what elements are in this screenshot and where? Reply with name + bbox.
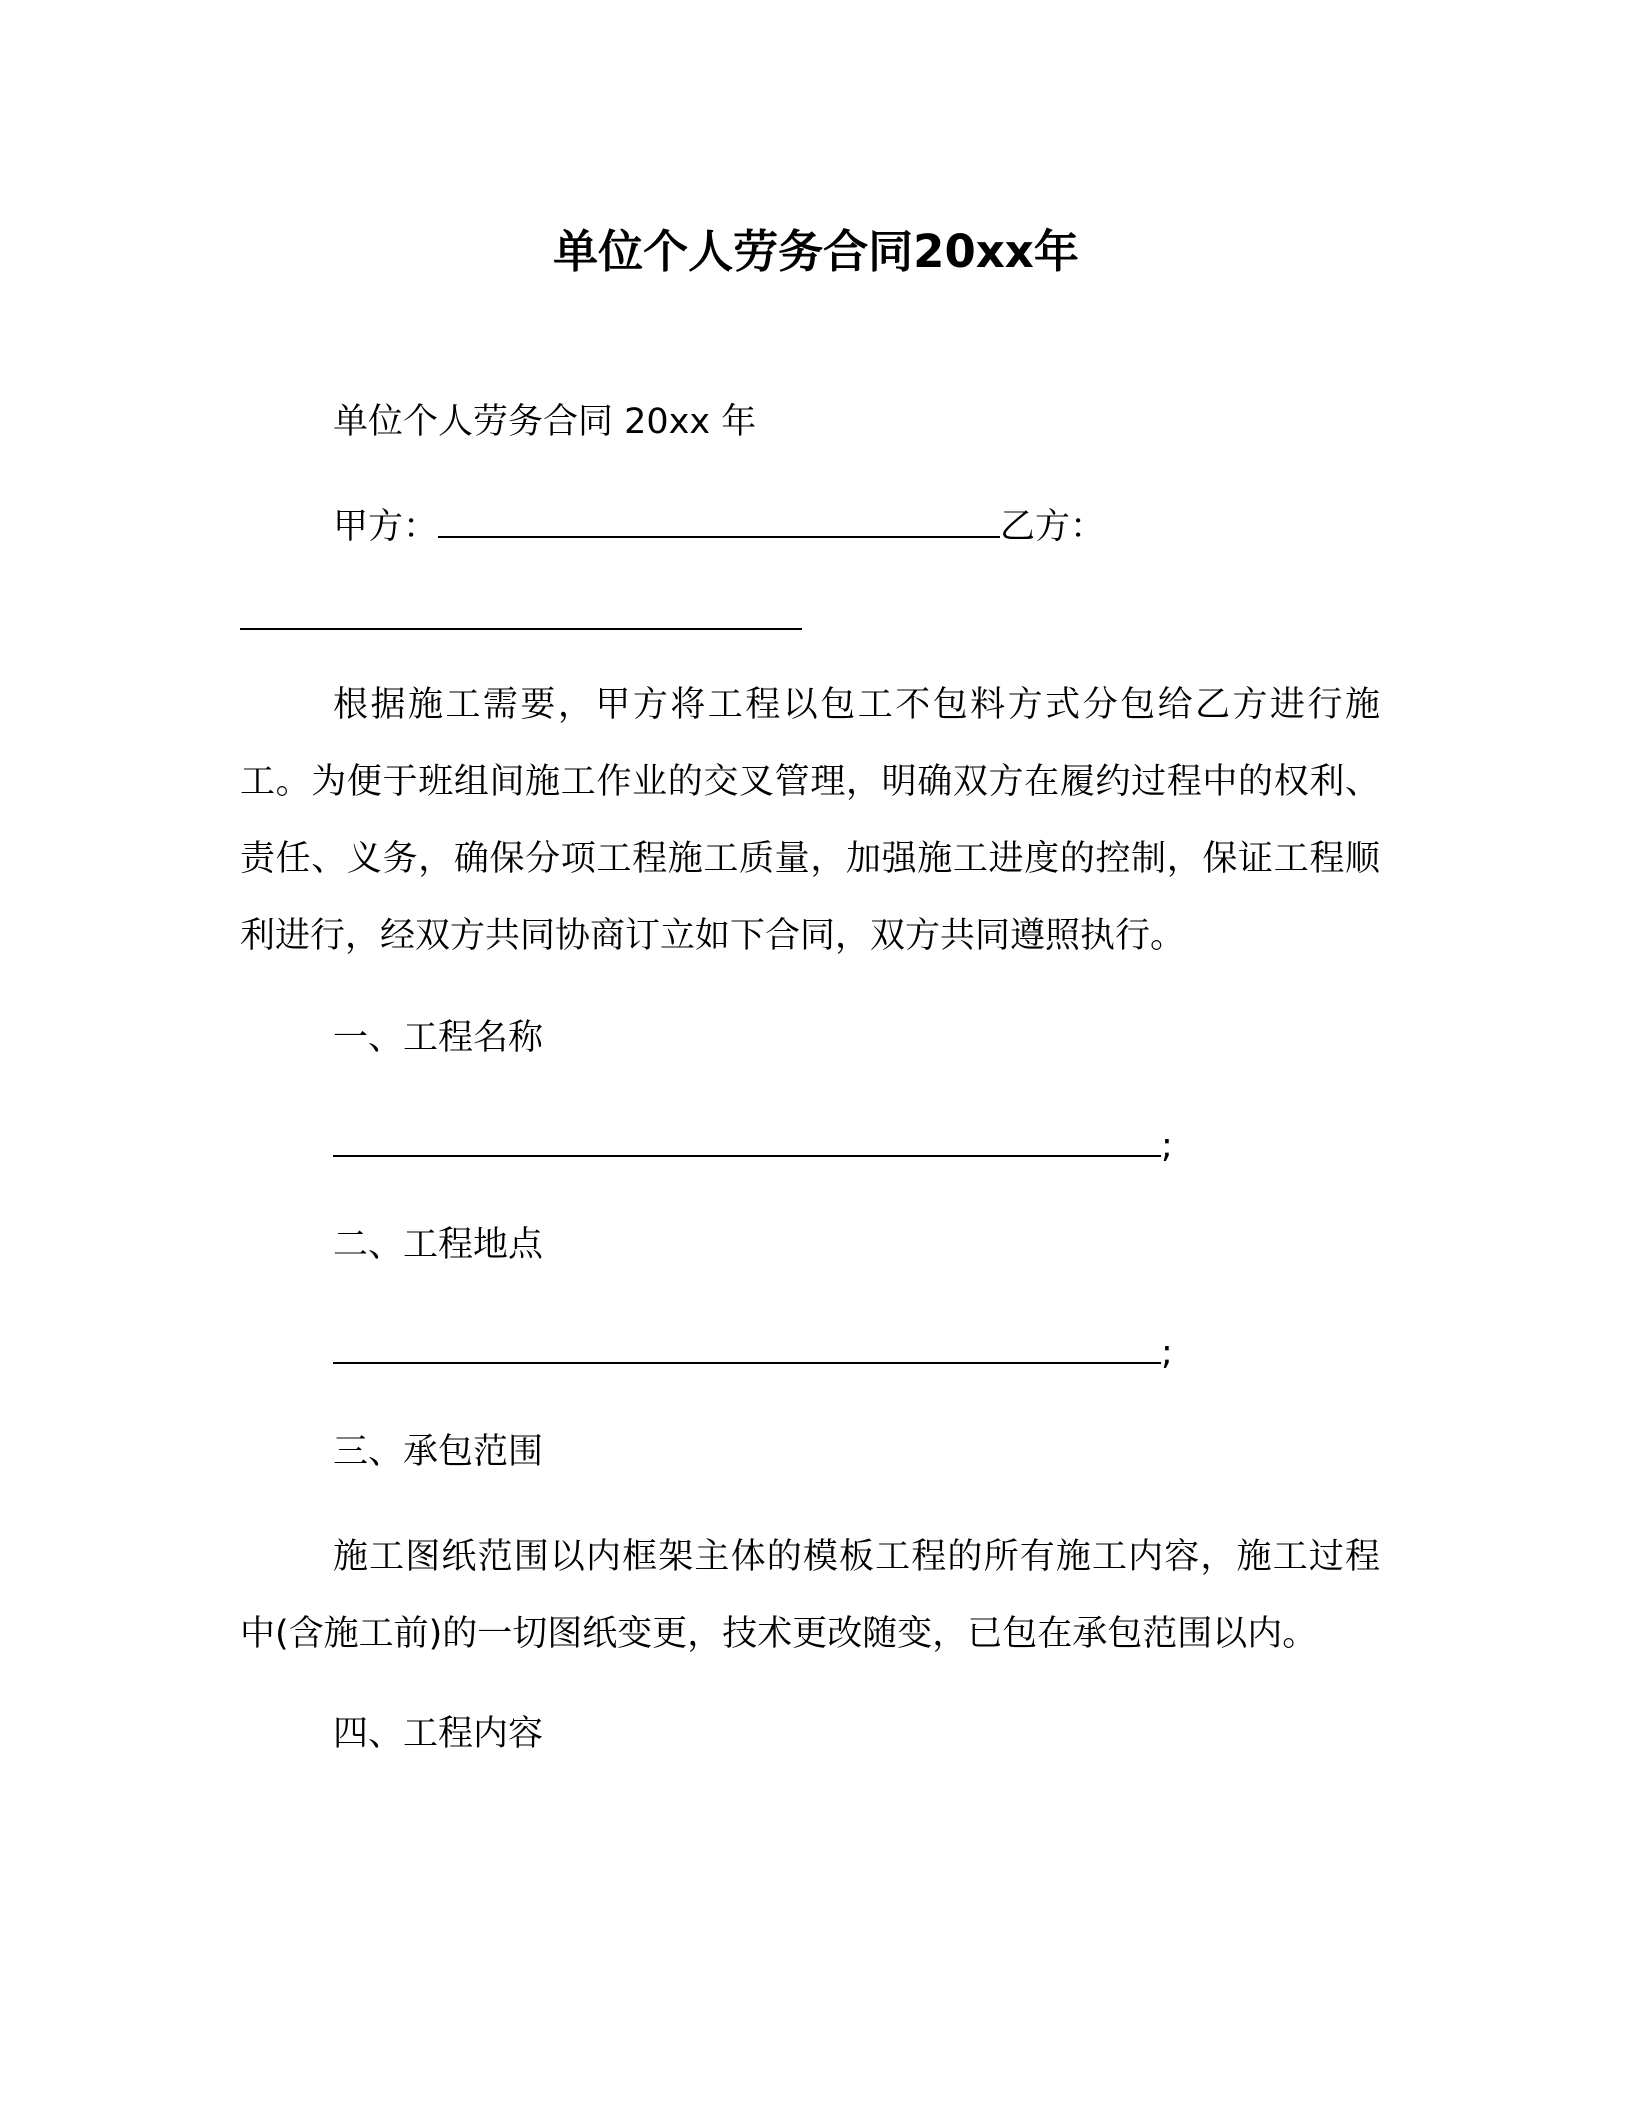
intro-paragraph: 根据施工需要，甲方将工程以包工不包料方式分包给乙方进行施工。为便于班组间施工作业的交叉管理，明确双方在履约过程中的权利、责任、义务，确保分项工程施工质量，加强施工进度的控制，保证工程顺利进行，经双方共同协商订立如下合同，双方共同遵照执行。 (240, 685, 1380, 956)
party-b-blank-line (240, 592, 802, 644)
project-name-blank-line (333, 1119, 1173, 1171)
section-heading: 三、承包范围 (333, 1432, 544, 1472)
document-title: 单位个人劳务合同20xx年 (553, 225, 1079, 278)
document-subtitle: 单位个人劳务合同 20xx 年 (333, 402, 757, 442)
party-b-label: 乙方： (1000, 507, 1106, 547)
project-location-blank (333, 1326, 1161, 1364)
section-heading: 一、工程名称 (333, 1018, 544, 1058)
party-a-label: 甲方： (333, 507, 439, 547)
blank-suffix: ; (1161, 1126, 1173, 1166)
section-heading: 二、工程地点 (333, 1225, 544, 1265)
project-location-blank-line (333, 1326, 1173, 1378)
project-name-blank (333, 1119, 1161, 1157)
party-a-blank (438, 500, 1000, 538)
blank-suffix: ; (1161, 1333, 1173, 1373)
party-b-blank (240, 592, 802, 630)
section-heading: 四、工程内容 (333, 1714, 544, 1754)
scope-paragraph: 施工图纸范围以内框架主体的模板工程的所有施工内容，施工过程中(含施工前)的一切图纸变更，技术更改随变，已包在承包范围以内。 (240, 1537, 1380, 1654)
party-line (333, 500, 1105, 552)
